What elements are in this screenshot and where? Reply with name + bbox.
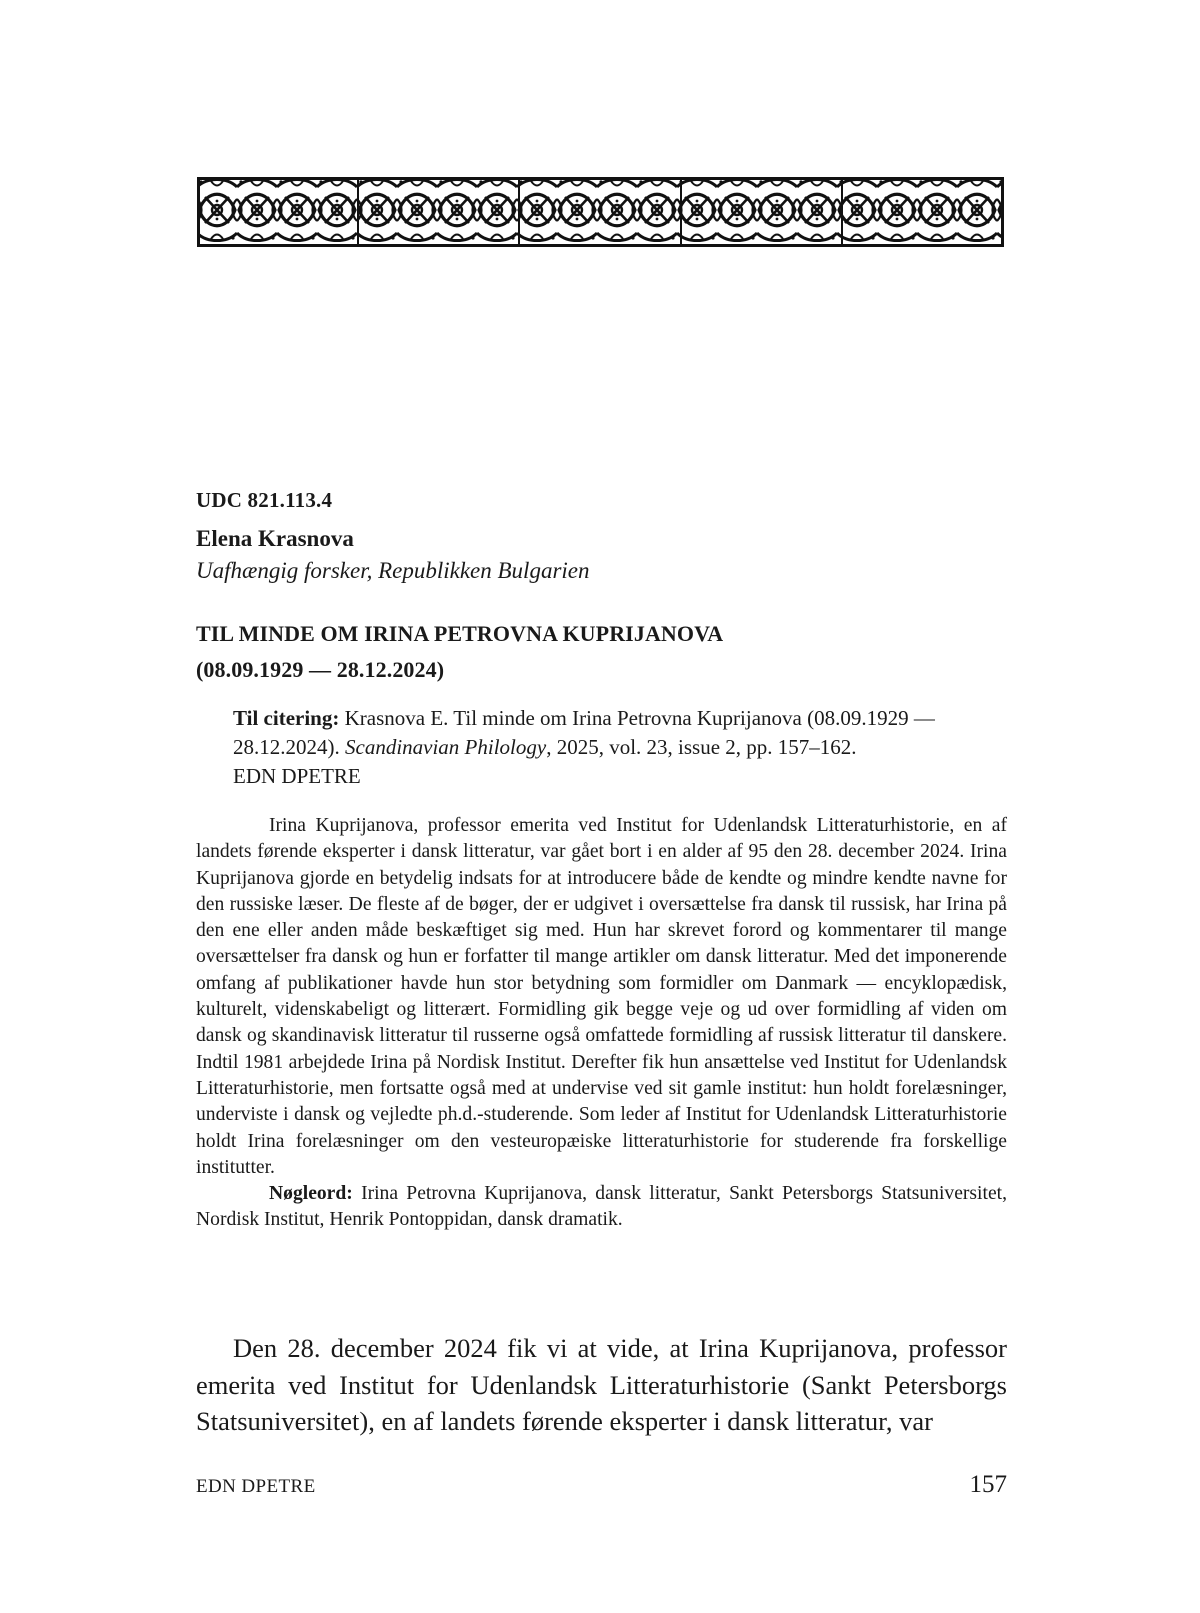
keywords	[196, 1181, 1007, 1234]
keywords-text: Irina Petrovna Kuprijanova, dansk litteratur, Sankt Petersborgs Statsuniversitet, Nordisk Institut, Henrik Pontoppidan, dansk dramatik.	[196, 1183, 1007, 1231]
udc-code: UDC 821.113.4	[196, 488, 333, 512]
citation-journal: Scandinavian Philology	[345, 735, 547, 759]
citation-text: Krasnova E. Til minde om Irina Petrovna Kuprijanova (08.09.1929 — 28.12.2024).	[233, 706, 935, 759]
keywords-label: Nøgleord:	[269, 1183, 353, 1205]
footer-edn: EDN DPETRE	[196, 1476, 316, 1497]
body-text	[196, 1330, 1007, 1440]
citation-label: Til citering:	[233, 706, 340, 730]
celtic-knot-ornament-icon	[197, 177, 1004, 247]
citation-volume: , 2025, vol. 23, issue 2, pp. 157–162.	[546, 735, 857, 759]
abstract-text: Irina Kuprijanova, professor emerita ved Institut for Udenlandsk Litteraturhistorie, en af landets førende eksperter i dansk litteratur, var gået bort i en alder af 95 den 28. december 2024. Irina Kuprijanova gjorde en betydelig indsats for at introducere både de kendte og mindre kendte navne for den russiske læser. De fleste af de bøger, der er udgivet i oversættelse fra dansk til russisk, har Irina på den ene eller anden måde beskæftiget sig med. Hun har skrevet forord og kommentarer til mange oversættelser fra dansk og hun er forfatter til mange artikler om dansk litteratur. Med det imponerende omfang af publikationer havde hun stor betydning som formidler om Danmark — encyklopædisk, kulturelt, videnskabeligt og litterært. Formidling gik begge veje og ud over formidling af viden om dansk og skandinavisk litteratur til russerne også omfattede formidling af russisk litteratur til danskere. Indtil 1981 arbejdede Irina på Nordisk Institut. Derefter fik hun ansættelse ved Institut for Udenlandsk Litteraturhistorie, men fortsatte også med at undervise ved sit gamle institut: hun holdt forelæsninger, underviste i dansk og vejledte ph.d.-studerende. Som leder af Institut for Udenlandsk Litteraturhistorie holdt Irina forelæsninger om den vesteuropæiske litteraturhistorie for studerende fra forskellige institutter.	[196, 815, 1007, 1178]
article-title	[196, 616, 723, 688]
page-number: 157	[969, 1471, 1007, 1498]
body-paragraph: Den 28. december 2024 fik vi at vide, at Irina Kuprijanova, professor emerita ved Institut for Udenlandsk Litteraturhistorie (Sankt Petersborgs Statsuniversitet), en af landets førende eksperter i dansk litteratur, var	[196, 1333, 1007, 1436]
article-title-line-1: TIL MINDE OM IRINA PETROVNA KUPRIJANOVA	[196, 621, 724, 646]
article-title-dates: (08.09.1929 — 28.12.2024)	[196, 657, 445, 682]
citation-edn: EDN DPETRE	[233, 764, 361, 788]
abstract	[196, 813, 1007, 1234]
citation-block	[233, 704, 1007, 791]
author-name: Elena Krasnova	[196, 526, 354, 551]
author-affiliation: Uafhængig forsker, Republikken Bulgarien	[196, 558, 590, 583]
